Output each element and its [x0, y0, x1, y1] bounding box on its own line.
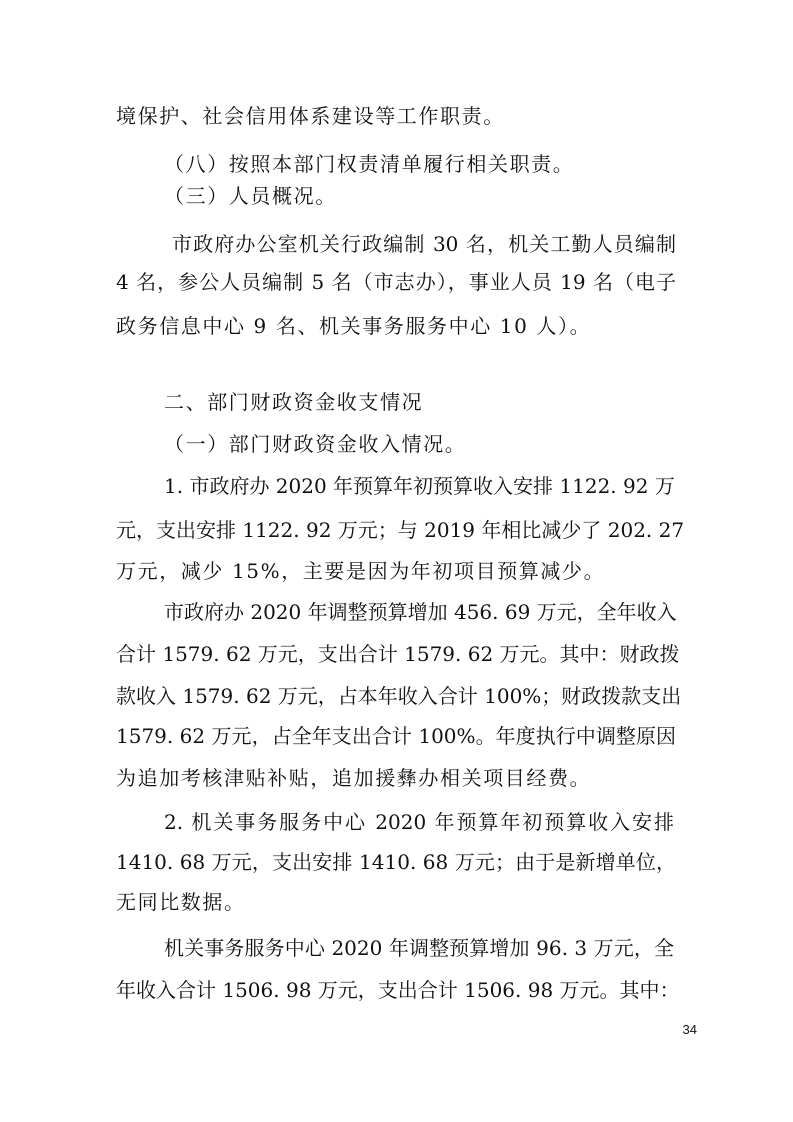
paragraph-line-19: 无同比数据。: [116, 890, 246, 914]
paragraph-line-16: 为追加考核津贴补贴，追加援彝办相关项目经费。: [116, 766, 592, 790]
subsection-heading-income: （一）部门财政资金收入情况。: [164, 432, 467, 456]
paragraph-line-10: 元，支出安排 1122. 92 万元；与 2019 年相比减少了 202. 27: [116, 518, 685, 542]
paragraph-line-4: 市政府办公室机关行政编制 30 名，机关工勤人员编制: [172, 232, 676, 256]
paragraph-line-18: 1410. 68 万元，支出安排 1410. 68 万元；由于是新增单位，: [116, 850, 676, 874]
page-number: 34: [682, 1022, 697, 1037]
paragraph-line-17: 2. 机关事务服务中心 2020 年预算年初预算收入安排: [164, 810, 674, 834]
paragraph-line-20: 机关事务服务中心 2020 年调整预算增加 96. 3 万元，全: [164, 936, 674, 960]
paragraph-line-6: 政务信息中心 9 名、机关事务服务中心 10 人）。: [116, 314, 592, 338]
paragraph-line-9: 1. 市政府办 2020 年预算年初预算收入安排 1122. 92 万: [164, 474, 675, 498]
paragraph-line-1: 境保护、社会信用体系建设等工作职责。: [116, 104, 505, 128]
paragraph-line-14: 款收入 1579. 62 万元，占本年收入合计 100%；财政拨款支出: [116, 684, 682, 708]
paragraph-line-11: 万元，减少 15%，主要是因为年初项目预算减少。: [116, 559, 606, 583]
paragraph-line-2: （八）按照本部门权责清单履行相关职责。: [164, 152, 575, 176]
section-heading-staff: （三）人员概况。: [164, 184, 337, 208]
section-heading-finance: 二、部门财政资金收支情况: [164, 390, 424, 414]
paragraph-line-15: 1579. 62 万元，占全年支出合计 100%。年度执行中调整原因: [116, 724, 676, 748]
paragraph-line-21: 年收入合计 1506. 98 万元，支出合计 1506. 98 万元。其中：: [116, 978, 680, 1002]
paragraph-line-5: 4 名，参公人员编制 5 名（市志办），事业人员 19 名（电子: [116, 270, 676, 294]
paragraph-line-12: 市政府办 2020 年调整预算增加 456. 69 万元，全年收入: [164, 600, 677, 624]
paragraph-line-13: 合计 1579. 62 万元，支出合计 1579. 62 万元。其中：财政拨: [116, 642, 680, 666]
